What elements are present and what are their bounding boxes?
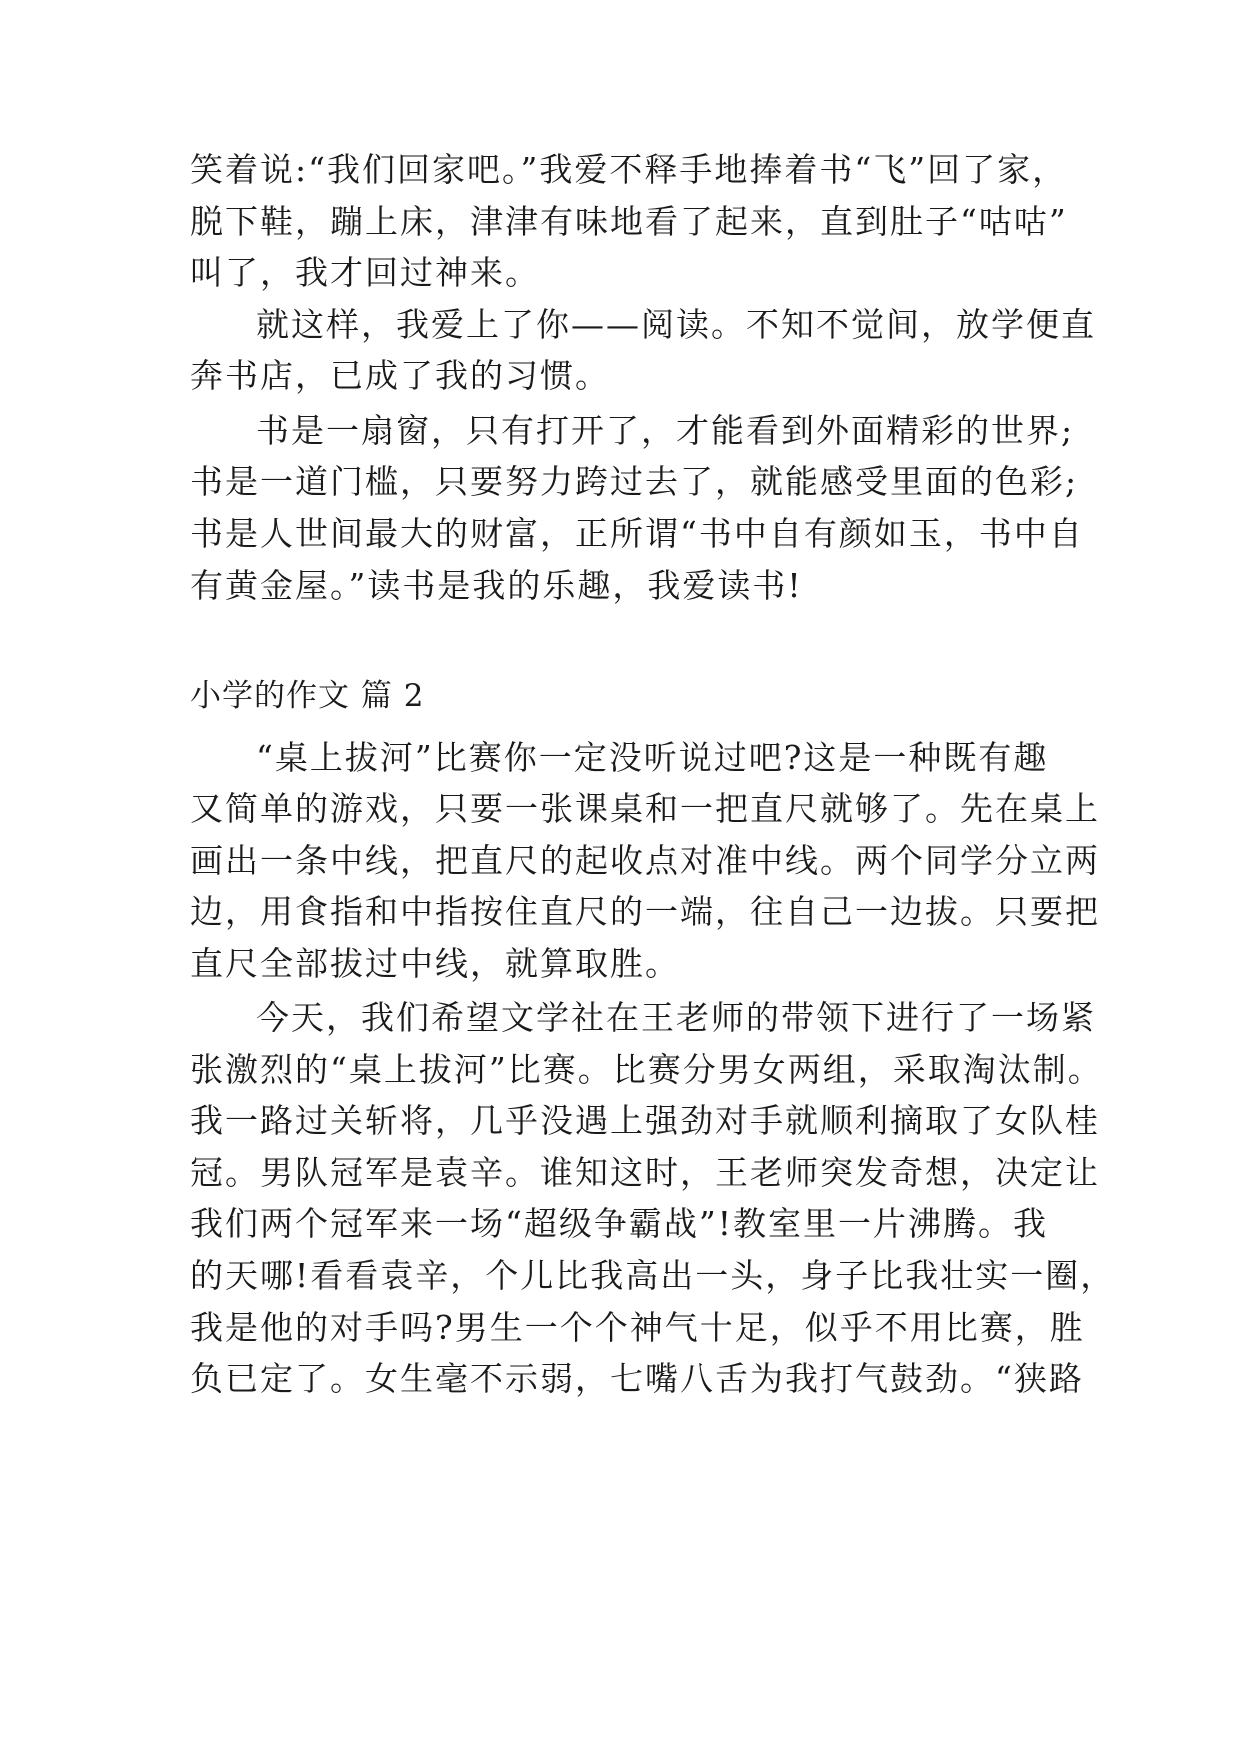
paragraph-4-line-3: 画出一条中线，把直尺的起收点对准中线。两个同学分立两 [190,841,1100,880]
section-heading: 小学的作文 篇 2 [190,678,425,714]
paragraph-2-line-1: 就这样，我爱上了你——阅读。不知不觉间，放学便直 [256,305,1096,344]
paragraph-3-line-1: 书是一扇窗，只有打开了，才能看到外面精彩的世界; [256,411,1075,450]
paragraph-5-line-7: 我是他的对手吗?男生一个个神气十足，似乎不用比赛，胜 [190,1308,1085,1347]
paragraph-3-line-3: 书是人世间最大的财富，正所谓“书中自有颜如玉，书中自 [190,514,1084,553]
paragraph-4-line-1: “桌上拔河”比赛你一定没听说过吧?这是一种既有趣 [256,738,1049,777]
paragraph-1-line-2: 脱下鞋，蹦上床，津津有味地看了起来，直到肚子“咕咕” [190,202,1068,241]
paragraph-3-line-2: 书是一道门槛，只要努力跨过去了，就能感受里面的色彩; [190,462,1079,501]
paragraph-4-line-4: 边，用食指和中指按住直尺的一端，往自己一边拔。只要把 [190,892,1100,931]
paragraph-3-line-4: 有黄金屋。”读书是我的乐趣，我爱读书! [190,566,803,605]
paragraph-5-line-4: 冠。男队冠军是袁辛。谁知这时，王老师突发奇想，决定让 [190,1153,1100,1192]
paragraph-5-line-3: 我一路过关斩将，几乎没遇上强劲对手就顺利摘取了女队桂 [190,1101,1100,1140]
paragraph-5-line-5: 我们两个冠军来一场“超级争霸战”!教室里一片沸腾。我 [190,1204,1049,1243]
paragraph-1-line-3: 叫了，我才回过神来。 [190,253,540,292]
paragraph-5-line-6: 的天哪!看看袁辛，个儿比我高出一头，身子比我壮实一圈， [190,1256,1116,1295]
paragraph-4-line-5: 直尺全部拔过中线，就算取胜。 [190,944,680,983]
paragraph-2-line-2: 奔书店，已成了我的习惯。 [190,356,610,395]
paragraph-5-line-8: 负已定了。女生毫不示弱，七嘴八舌为我打气鼓劲。“狭路 [190,1359,1084,1398]
paragraph-5-line-2: 张激烈的“桌上拔河”比赛。比赛分男女两组，采取淘汰制。 [190,1050,1103,1089]
paragraph-4-line-2: 又简单的游戏，只要一张课桌和一把直尺就够了。先在桌上 [190,789,1100,828]
paragraph-5-line-1: 今天，我们希望文学社在王老师的带领下进行了一场紧 [256,998,1096,1037]
paragraph-1-line-1: 笑着说:“我们回家吧。”我爱不释手地捧着书“飞”回了家， [190,150,1068,189]
